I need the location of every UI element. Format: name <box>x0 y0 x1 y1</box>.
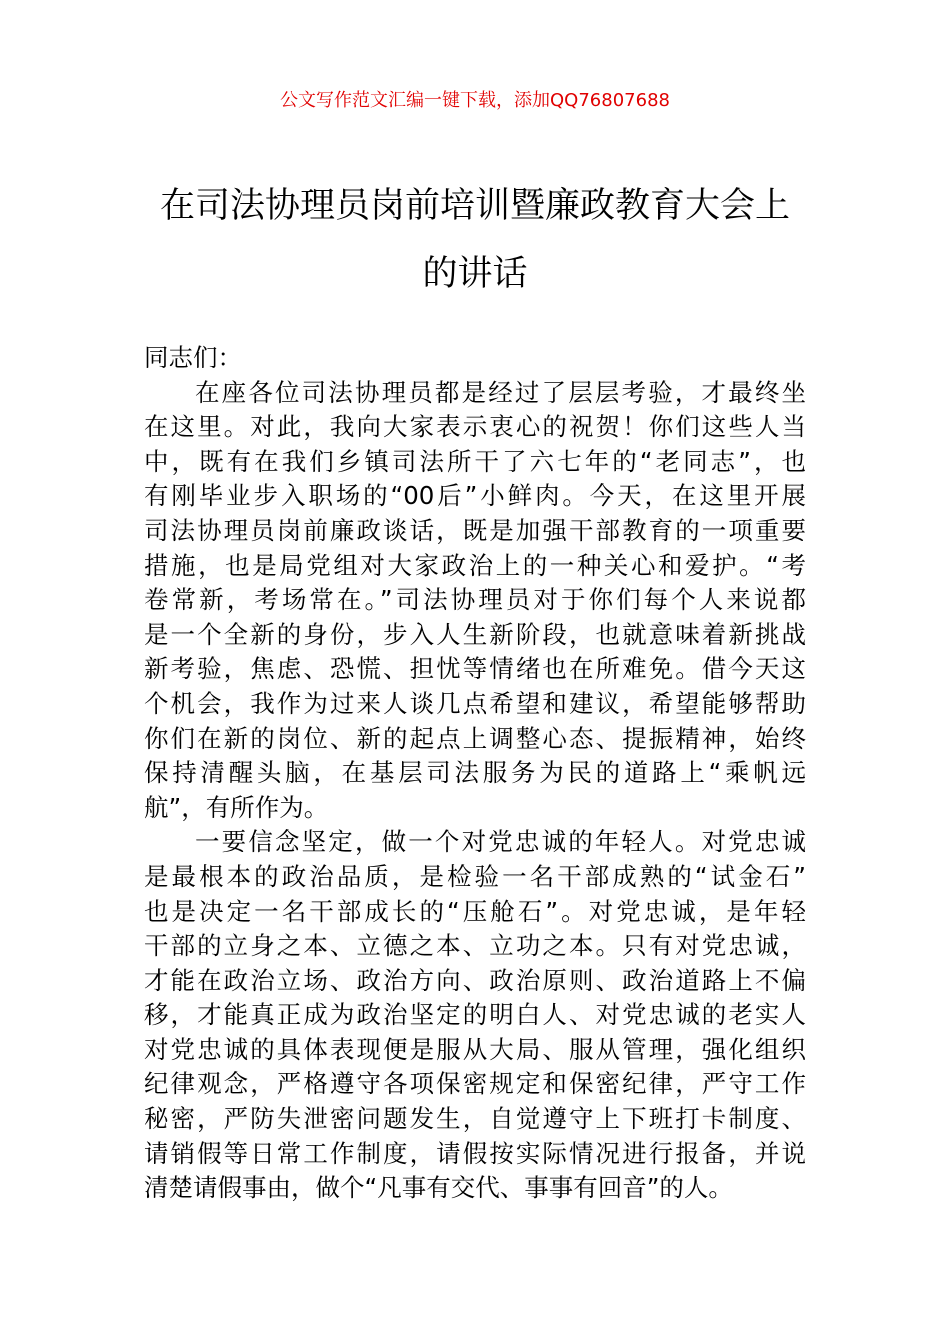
paragraph-line: 在这里。对此，我向大家表示衷心的祝贺！你们这些人当 <box>144 412 806 442</box>
paragraph-line: 有刚毕业步入职场的“00后”小鲜肉。今天，在这里开展 <box>144 481 806 511</box>
paragraph-line: 纪律观念，严格遵守各项保密规定和保密纪律，严守工作 <box>144 1069 806 1099</box>
paragraph-line: 保持清醒头脑，在基层司法服务为民的道路上“乘帆远 <box>144 758 806 788</box>
paragraph-line: 中，既有在我们乡镇司法所干了六七年的“老同志”，也 <box>144 446 806 476</box>
paragraph-line: 在座各位司法协理员都是经过了层层考验，才最终坐 <box>195 377 806 407</box>
paragraph-line: 干部的立身之本、立德之本、立功之本。只有对党忠诚， <box>144 931 806 961</box>
salutation: 同志们： <box>144 343 242 372</box>
document-body <box>144 341 806 1206</box>
paragraph-line: 对党忠诚的具体表现便是服从大局、服从管理，强化组织 <box>144 1034 806 1064</box>
paragraph-line: 卷常新，考场常在。”司法协理员对于你们每个人来说都 <box>144 585 806 615</box>
paragraph-line: 移，才能真正成为政治坚定的明白人、对党忠诚的老实人 <box>144 1000 806 1030</box>
paragraph-line: 也是决定一名干部成长的“压舱石”。对党忠诚，是年轻 <box>144 896 806 926</box>
paragraph-line: 清楚请假事由，做个“凡事有交代、事事有回音”的人。 <box>144 1173 733 1203</box>
paragraph-line: 新考验，焦虑、恐慌、担忧等情绪也在所难免。借今天这 <box>144 654 806 684</box>
download-notice: 公文写作范文汇编一键下载，添加QQ76807688 <box>280 90 670 111</box>
paragraph-line: 秘密，严防失泄密问题发生，自觉遵守上下班打卡制度、 <box>144 1104 806 1134</box>
paragraph-line: 是最根本的政治品质，是检验一名干部成熟的“试金石” <box>144 861 806 891</box>
document-title-line-1: 在司法协理员岗前培训暨廉政教育大会上 <box>159 186 790 226</box>
paragraph-line: 司法协理员岗前廉政谈话，既是加强干部教育的一项重要 <box>144 515 806 545</box>
document-title-line-2: 的讲话 <box>422 254 528 294</box>
paragraph-line: 你们在新的岗位、新的起点上调整心态、提振精神，始终 <box>144 723 806 753</box>
paragraph-line: 个机会，我作为过来人谈几点希望和建议，希望能够帮助 <box>144 688 806 718</box>
paragraph-line: 措施，也是局党组对大家政治上的一种关心和爱护。“考 <box>144 550 806 580</box>
paragraph-line: 才能在政治立场、政治方向、政治原则、政治道路上不偏 <box>144 965 806 995</box>
paragraph-line: 请销假等日常工作制度，请假按实际情况进行报备，并说 <box>144 1138 806 1168</box>
paragraph-line: 一要信念坚定，做一个对党忠诚的年轻人。对党忠诚 <box>195 827 806 857</box>
paragraph-line: 是一个全新的身份，步入人生新阶段，也就意味着新挑战 <box>144 619 806 649</box>
paragraph-line: 航”，有所作为。 <box>144 792 329 822</box>
